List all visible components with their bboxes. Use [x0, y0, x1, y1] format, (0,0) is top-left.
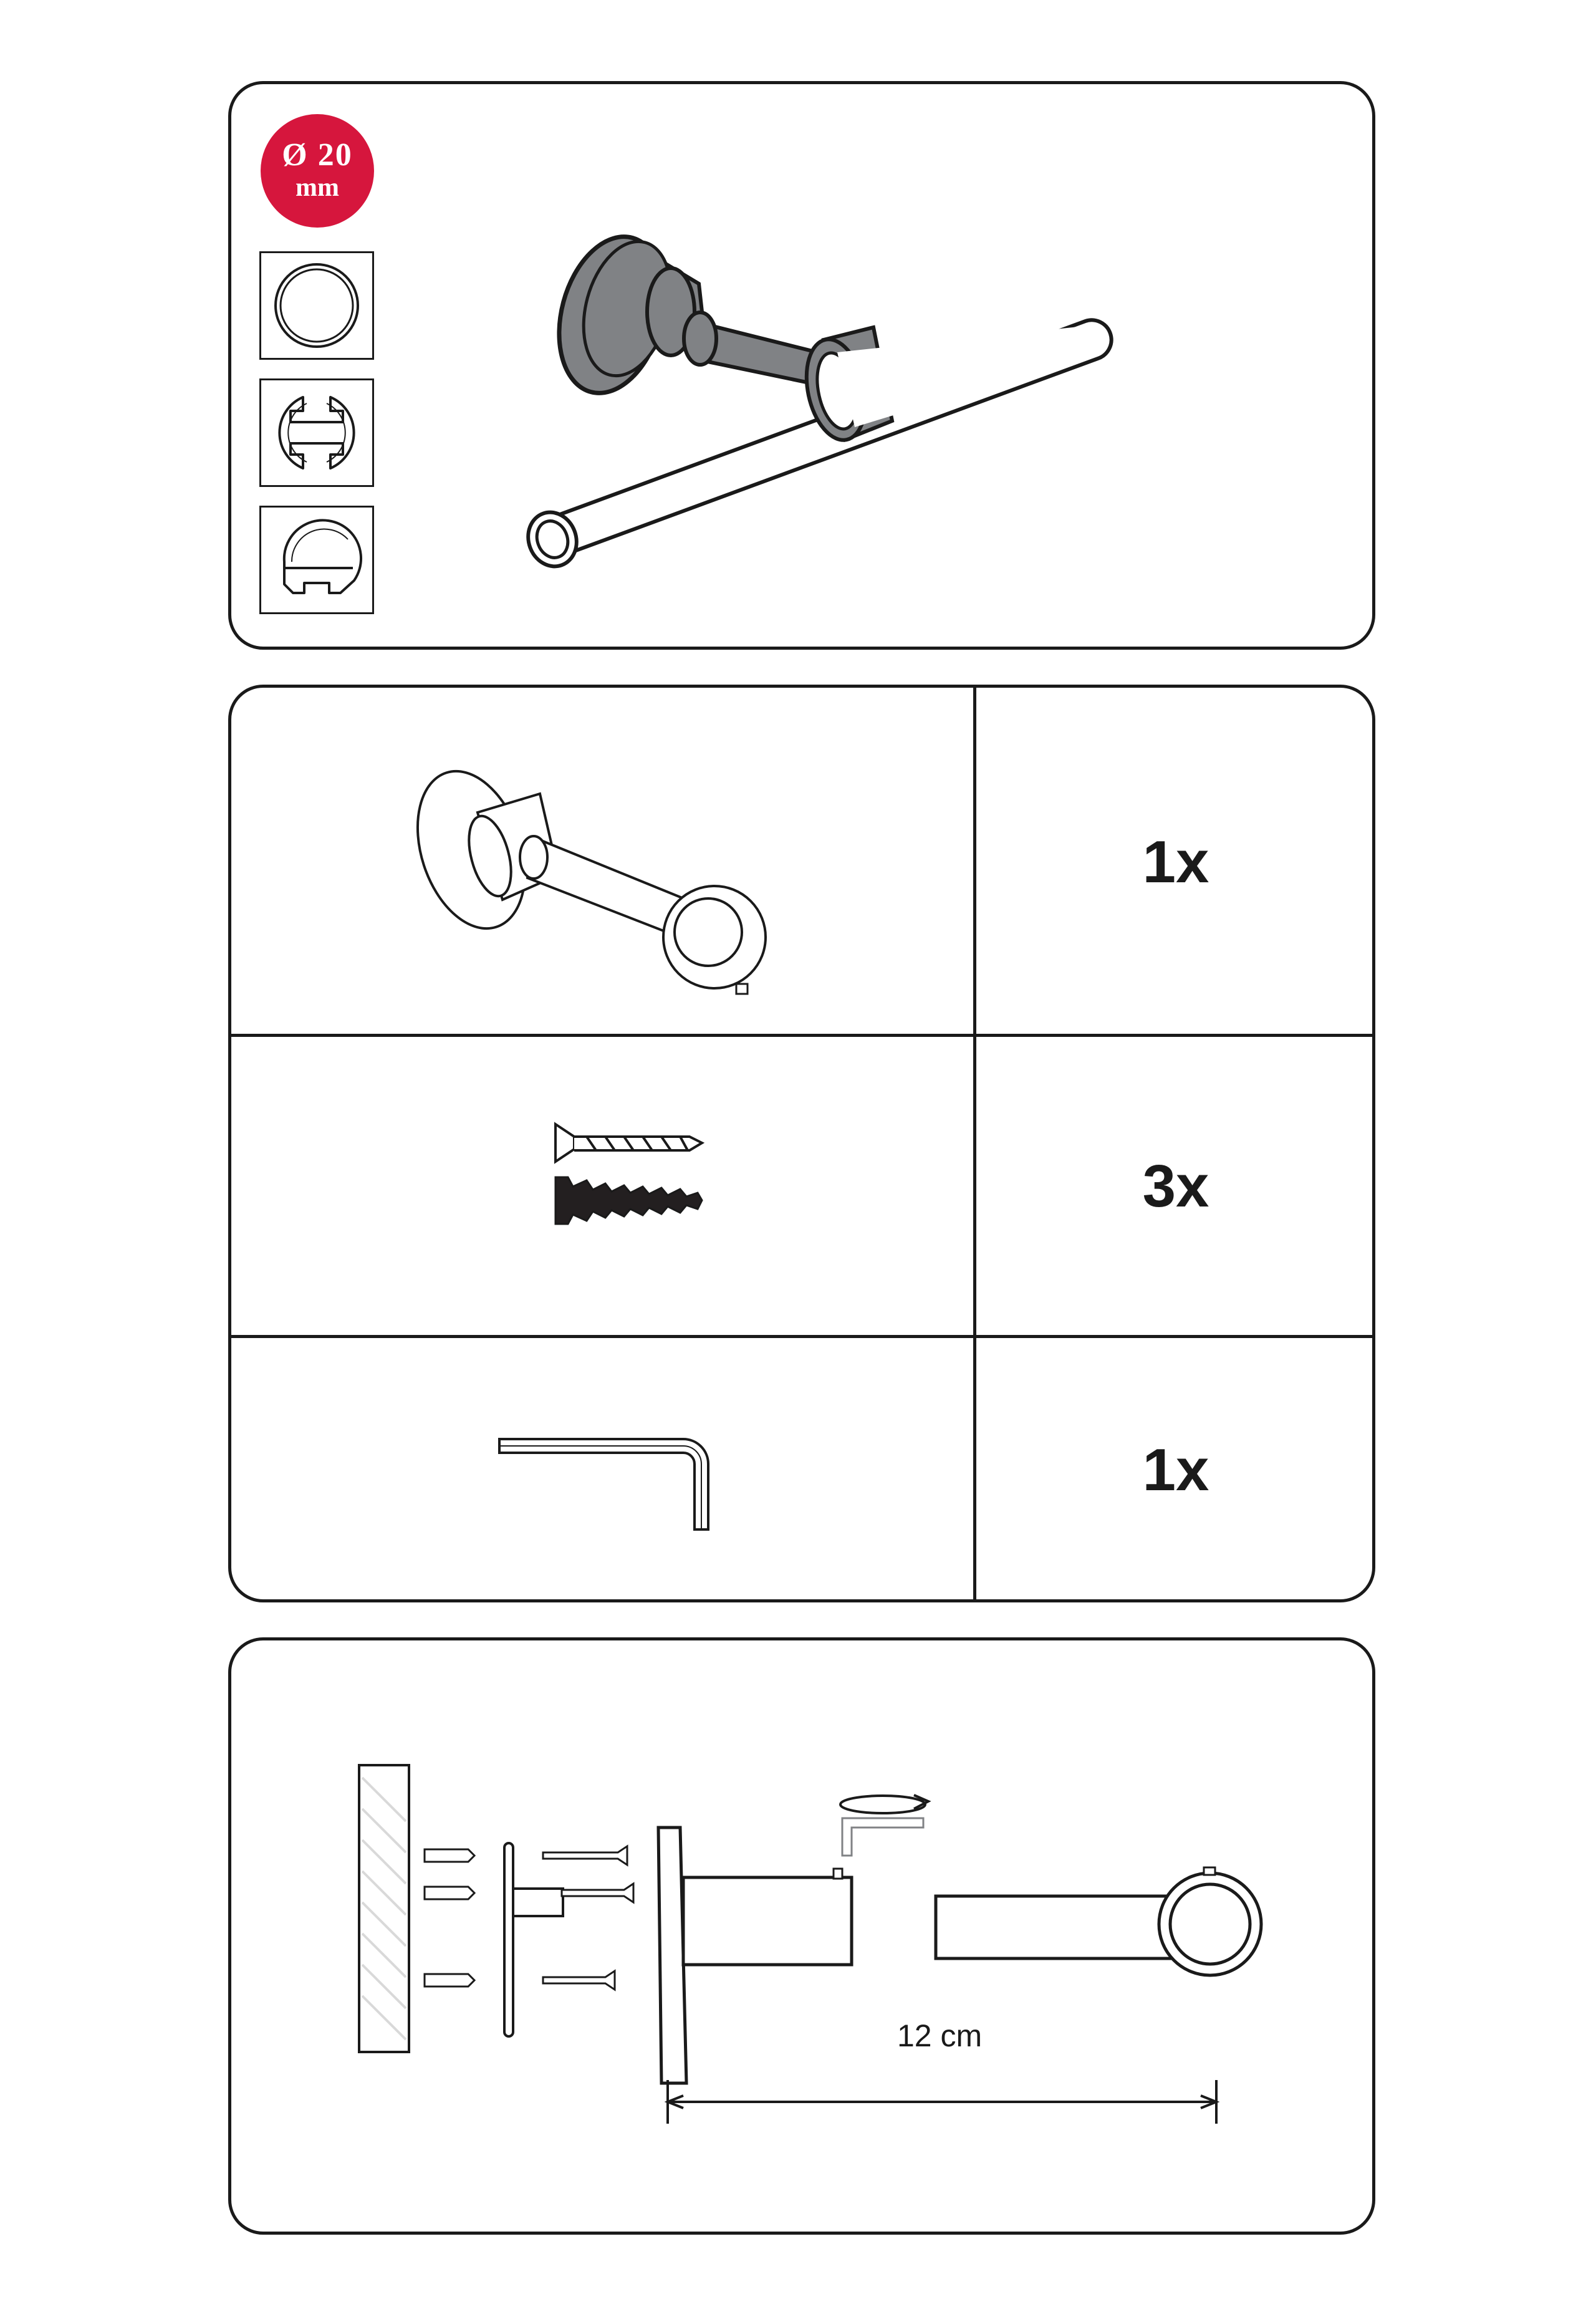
screw-and-wall-plug-icon	[549, 1118, 711, 1230]
rod-with-bracket-illustration	[518, 196, 1266, 571]
assembly-illustration	[269, 1765, 1329, 2170]
diameter-badge	[261, 114, 374, 228]
allen-key-icon	[496, 1436, 746, 1536]
diameter-value: Ø 20	[282, 137, 353, 173]
dimension-label: 12 cm	[897, 2018, 983, 2053]
parts-list-panel	[228, 685, 1375, 1602]
diameter-unit: mm	[296, 173, 339, 202]
quantity-allen-key: 1x	[1142, 1437, 1209, 1503]
rail-profile-icon	[259, 378, 374, 487]
half-round-rail-profile-icon	[259, 506, 374, 614]
assembly-panel	[228, 1637, 1375, 2235]
round-tube-profile-icon	[259, 251, 374, 360]
row-divider	[231, 1335, 1375, 1338]
quantity-bracket: 1x	[1142, 829, 1209, 895]
wall-bracket-icon	[409, 744, 796, 1018]
quantity-screws: 3x	[1142, 1153, 1209, 1220]
row-divider	[231, 1034, 1375, 1037]
overview-panel	[228, 81, 1375, 650]
